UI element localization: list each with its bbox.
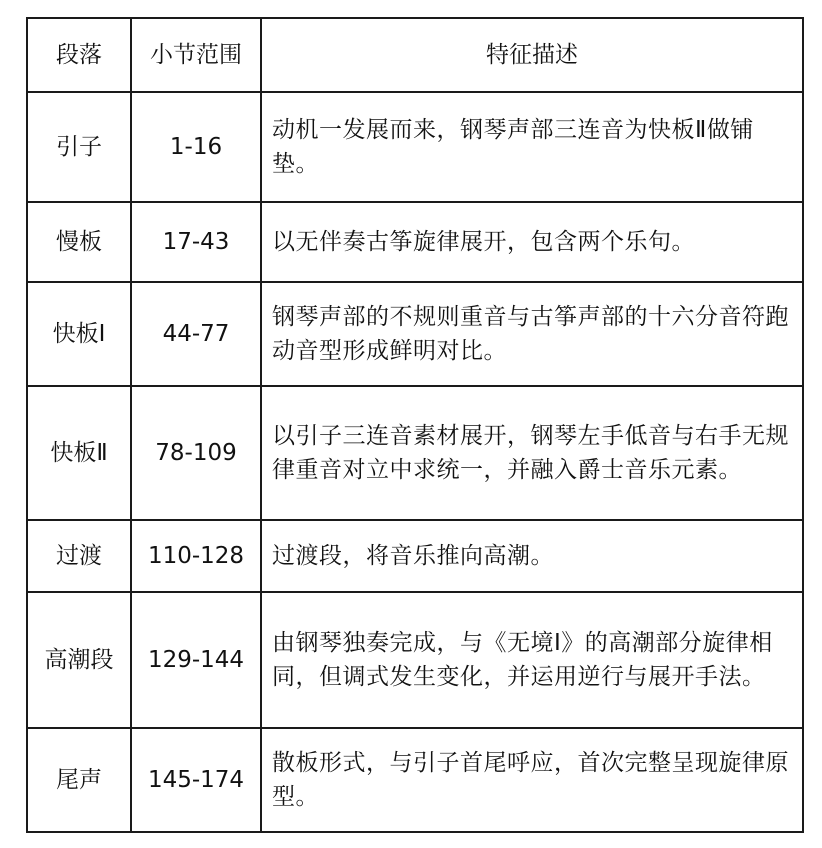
measures-cell: 78-109 xyxy=(131,386,261,520)
structure-table xyxy=(26,17,804,833)
header-section: 段落 xyxy=(27,18,131,92)
table-row xyxy=(27,520,803,592)
measures-cell: 44-77 xyxy=(131,282,261,386)
header-measures: 小节范围 xyxy=(131,18,261,92)
table-row xyxy=(27,202,803,282)
description-cell: 动机一发展而来，钢琴声部三连音为快板Ⅱ做铺垫。 xyxy=(261,92,803,202)
description-cell: 以无伴奏古筝旋律展开，包含两个乐句。 xyxy=(261,202,803,282)
section-cell: 慢板 xyxy=(27,202,131,282)
section-cell: 引子 xyxy=(27,92,131,202)
table-row xyxy=(27,92,803,202)
measures-cell: 1-16 xyxy=(131,92,261,202)
measures-cell: 17-43 xyxy=(131,202,261,282)
section-cell: 快板Ⅱ xyxy=(27,386,131,520)
section-cell: 快板Ⅰ xyxy=(27,282,131,386)
measures-cell: 110-128 xyxy=(131,520,261,592)
measures-cell: 129-144 xyxy=(131,592,261,728)
description-cell: 散板形式，与引子首尾呼应，首次完整呈现旋律原型。 xyxy=(261,728,803,832)
section-cell: 过渡 xyxy=(27,520,131,592)
description-cell: 以引子三连音素材展开，钢琴左手低音与右手无规律重音对立中求统一，并融入爵士音乐元素。 xyxy=(261,386,803,520)
section-cell: 尾声 xyxy=(27,728,131,832)
description-cell: 钢琴声部的不规则重音与古筝声部的十六分音符跑动音型形成鲜明对比。 xyxy=(261,282,803,386)
header-row xyxy=(27,18,803,92)
description-cell: 由钢琴独奏完成，与《无境Ⅰ》的高潮部分旋律相同，但调式发生变化，并运用逆行与展开手法。 xyxy=(261,592,803,728)
table-row xyxy=(27,592,803,728)
table-body xyxy=(27,92,803,832)
table-row xyxy=(27,386,803,520)
table-row xyxy=(27,282,803,386)
section-cell: 高潮段 xyxy=(27,592,131,728)
measures-cell: 145-174 xyxy=(131,728,261,832)
header-description: 特征描述 xyxy=(261,18,803,92)
table-row xyxy=(27,728,803,832)
table-header xyxy=(27,18,803,92)
description-cell: 过渡段，将音乐推向高潮。 xyxy=(261,520,803,592)
